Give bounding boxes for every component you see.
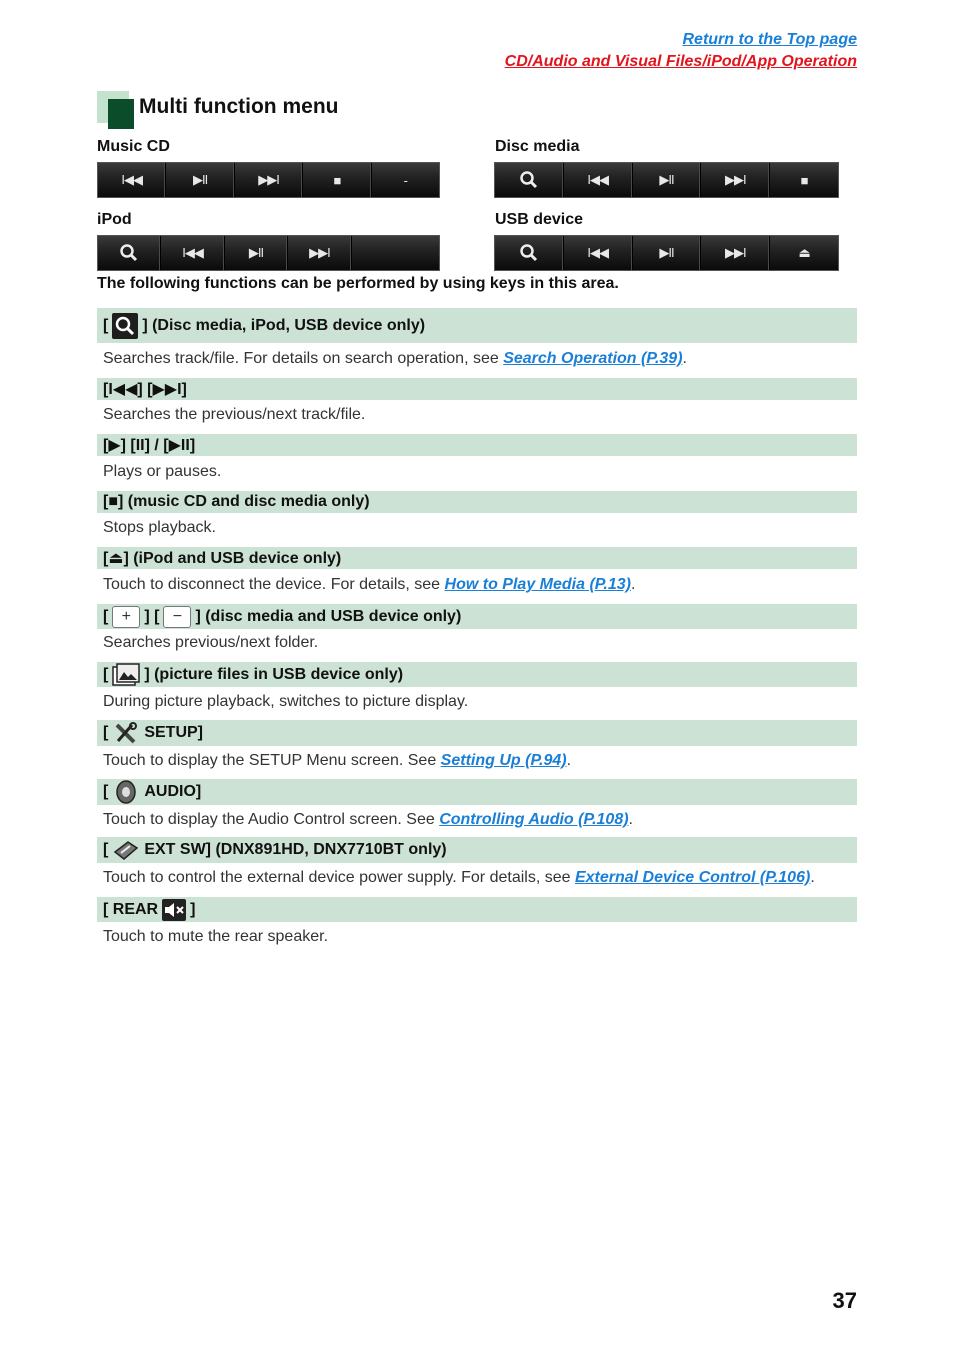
stop-button[interactable]: ■ [800,172,808,188]
play-pause-button[interactable]: ▶II [225,236,288,270]
search-icon [112,313,138,339]
row-header-text: ] (disc media and USB device only) [195,607,462,625]
desc-text: Plays or pauses. [103,463,222,480]
ipod-label: iPod [97,211,132,228]
row-desc-audio [103,811,633,829]
desc-text: Touch to disconnect the device. For details, see [103,576,445,593]
play-pause-button[interactable]: ▶II [633,236,702,270]
desc-text-end: . [630,576,636,593]
desc-text: Searches previous/next folder. [103,634,319,651]
next-button[interactable]: ▶▶I [701,236,770,270]
row-header-text: ] (picture files in USB device only) [144,665,404,683]
search-button[interactable] [495,236,564,270]
desc-text: Touch to display the SETUP Menu screen. See [103,752,441,769]
bracket-open: [ [103,607,109,625]
search-icon [519,243,539,263]
row-header-stop [97,491,857,513]
desc-text-end: . [566,752,572,769]
external-device-control-link[interactable]: External Device Control (P.106) [574,869,811,886]
search-icon [519,170,539,190]
row-header-setup [97,720,857,746]
row-desc-eject [103,576,635,594]
row-header-text: SETUP] [144,724,203,741]
prev-button[interactable]: I◀◀ [161,236,224,270]
prev-button[interactable]: I◀◀ [564,236,633,270]
desc-text: Touch to display the Audio Control screen. See [103,811,440,828]
mute-speaker-icon [162,899,186,921]
page-number: 37 [832,1288,857,1313]
search-button[interactable] [495,163,564,197]
intro-note: The following functions can be performed by using keys in this area. [97,275,619,292]
row-header-audio [97,779,857,805]
empty-key [352,236,439,270]
row-header-play-pause [97,434,857,456]
row-header-text: EXT SW] (DNX891HD, DNX7710BT only) [144,841,447,858]
row-header-folder [97,604,857,629]
eject-button[interactable]: ⏏ [798,245,810,260]
bracket-open: [ [103,665,109,683]
row-header-text: [⏏] (iPod and USB device only) [103,550,342,567]
usb-device-label: USB device [495,211,584,228]
bracket-open: [ [103,783,109,800]
next-button[interactable]: ▶▶I [701,163,770,197]
controlling-audio-link[interactable]: Controlling Audio (P.108) [439,811,629,828]
row-header-ext-sw [97,837,857,863]
row-header-text: [▶] [II] / [▶II] [103,437,196,454]
row-desc-prev-next [103,406,365,424]
row-desc-ext-sw [103,869,815,887]
desc-text-end: . [810,869,815,886]
how-to-play-media-link[interactable]: How to Play Media (P.13) [444,576,631,593]
disc-media-label: Disc media [495,138,580,155]
desc-text: Touch to control the external device power supply. For details, see [103,869,575,886]
search-button[interactable] [98,236,161,270]
section-link[interactable]: CD/Audio and Visual Files/iPod/App Operation [504,53,857,70]
music-cd-bar [97,162,440,198]
bracket-open: [ [103,724,109,741]
folder-up-icon: + [112,606,140,628]
bracket-open: [ [103,841,109,858]
row-desc-picture [103,693,468,711]
next-button[interactable]: ▶▶I [288,236,351,270]
bracket-close: ] [190,900,196,918]
music-cd-label: Music CD [97,138,170,155]
usb-device-bar [494,235,839,271]
desc-text-end: . [682,350,687,367]
section-title: Multi function menu [139,95,339,118]
row-header-eject [97,547,857,569]
stop-button[interactable]: ■ [303,163,371,197]
ipod-bar [97,235,440,271]
return-top-link[interactable]: Return to the Top page [682,31,857,48]
ext-switch-icon [112,838,140,862]
desc-text-end: . [628,811,633,828]
row-desc-play-pause [103,463,221,481]
play-pause-button[interactable]: ▶II [166,163,234,197]
row-desc-setup [103,752,571,770]
desc-text: During picture playback, switches to picture display. [103,693,469,710]
folder-button[interactable]: - [403,172,407,188]
row-header-search [97,308,857,343]
row-desc-stop [103,519,216,537]
search-icon [119,243,139,263]
prev-button[interactable]: I◀◀ [564,163,633,197]
row-header-text: [■] (music CD and disc media only) [103,493,370,510]
bracket-open: [ [103,316,109,334]
picture-icon [112,663,140,687]
audio-icon [112,780,140,804]
bracket-mid: ] [ [144,607,160,625]
row-header-text: [ REAR [103,900,159,918]
row-header-rear [97,897,857,922]
desc-text: Searches the previous/next track/file. [103,406,366,423]
desc-text: Searches track/file. For details on search operation, see [103,350,504,367]
desc-text: Touch to mute the rear speaker. [103,928,329,945]
prev-button[interactable]: I◀◀ [98,163,166,197]
search-operation-link[interactable]: Search Operation (P.39) [503,350,683,367]
row-desc-folder [103,634,318,652]
row-header-prev-next [97,378,857,400]
row-header-text: ] (Disc media, iPod, USB device only) [142,316,426,334]
section-marker-icon-dark [108,99,134,129]
row-header-text: [I◀◀] [▶▶I] [103,381,187,398]
wrench-icon [112,721,140,745]
next-button[interactable]: ▶▶I [235,163,303,197]
row-desc-rear [103,928,328,946]
disc-media-bar [494,162,839,198]
setting-up-link[interactable]: Setting Up (P.94) [440,752,567,769]
row-header-picture [97,662,857,687]
desc-text: Stops playback. [103,519,216,536]
play-pause-button[interactable]: ▶II [633,163,702,197]
folder-down-icon: − [163,606,191,628]
row-desc-search [103,350,687,368]
row-header-text: AUDIO] [144,783,202,800]
